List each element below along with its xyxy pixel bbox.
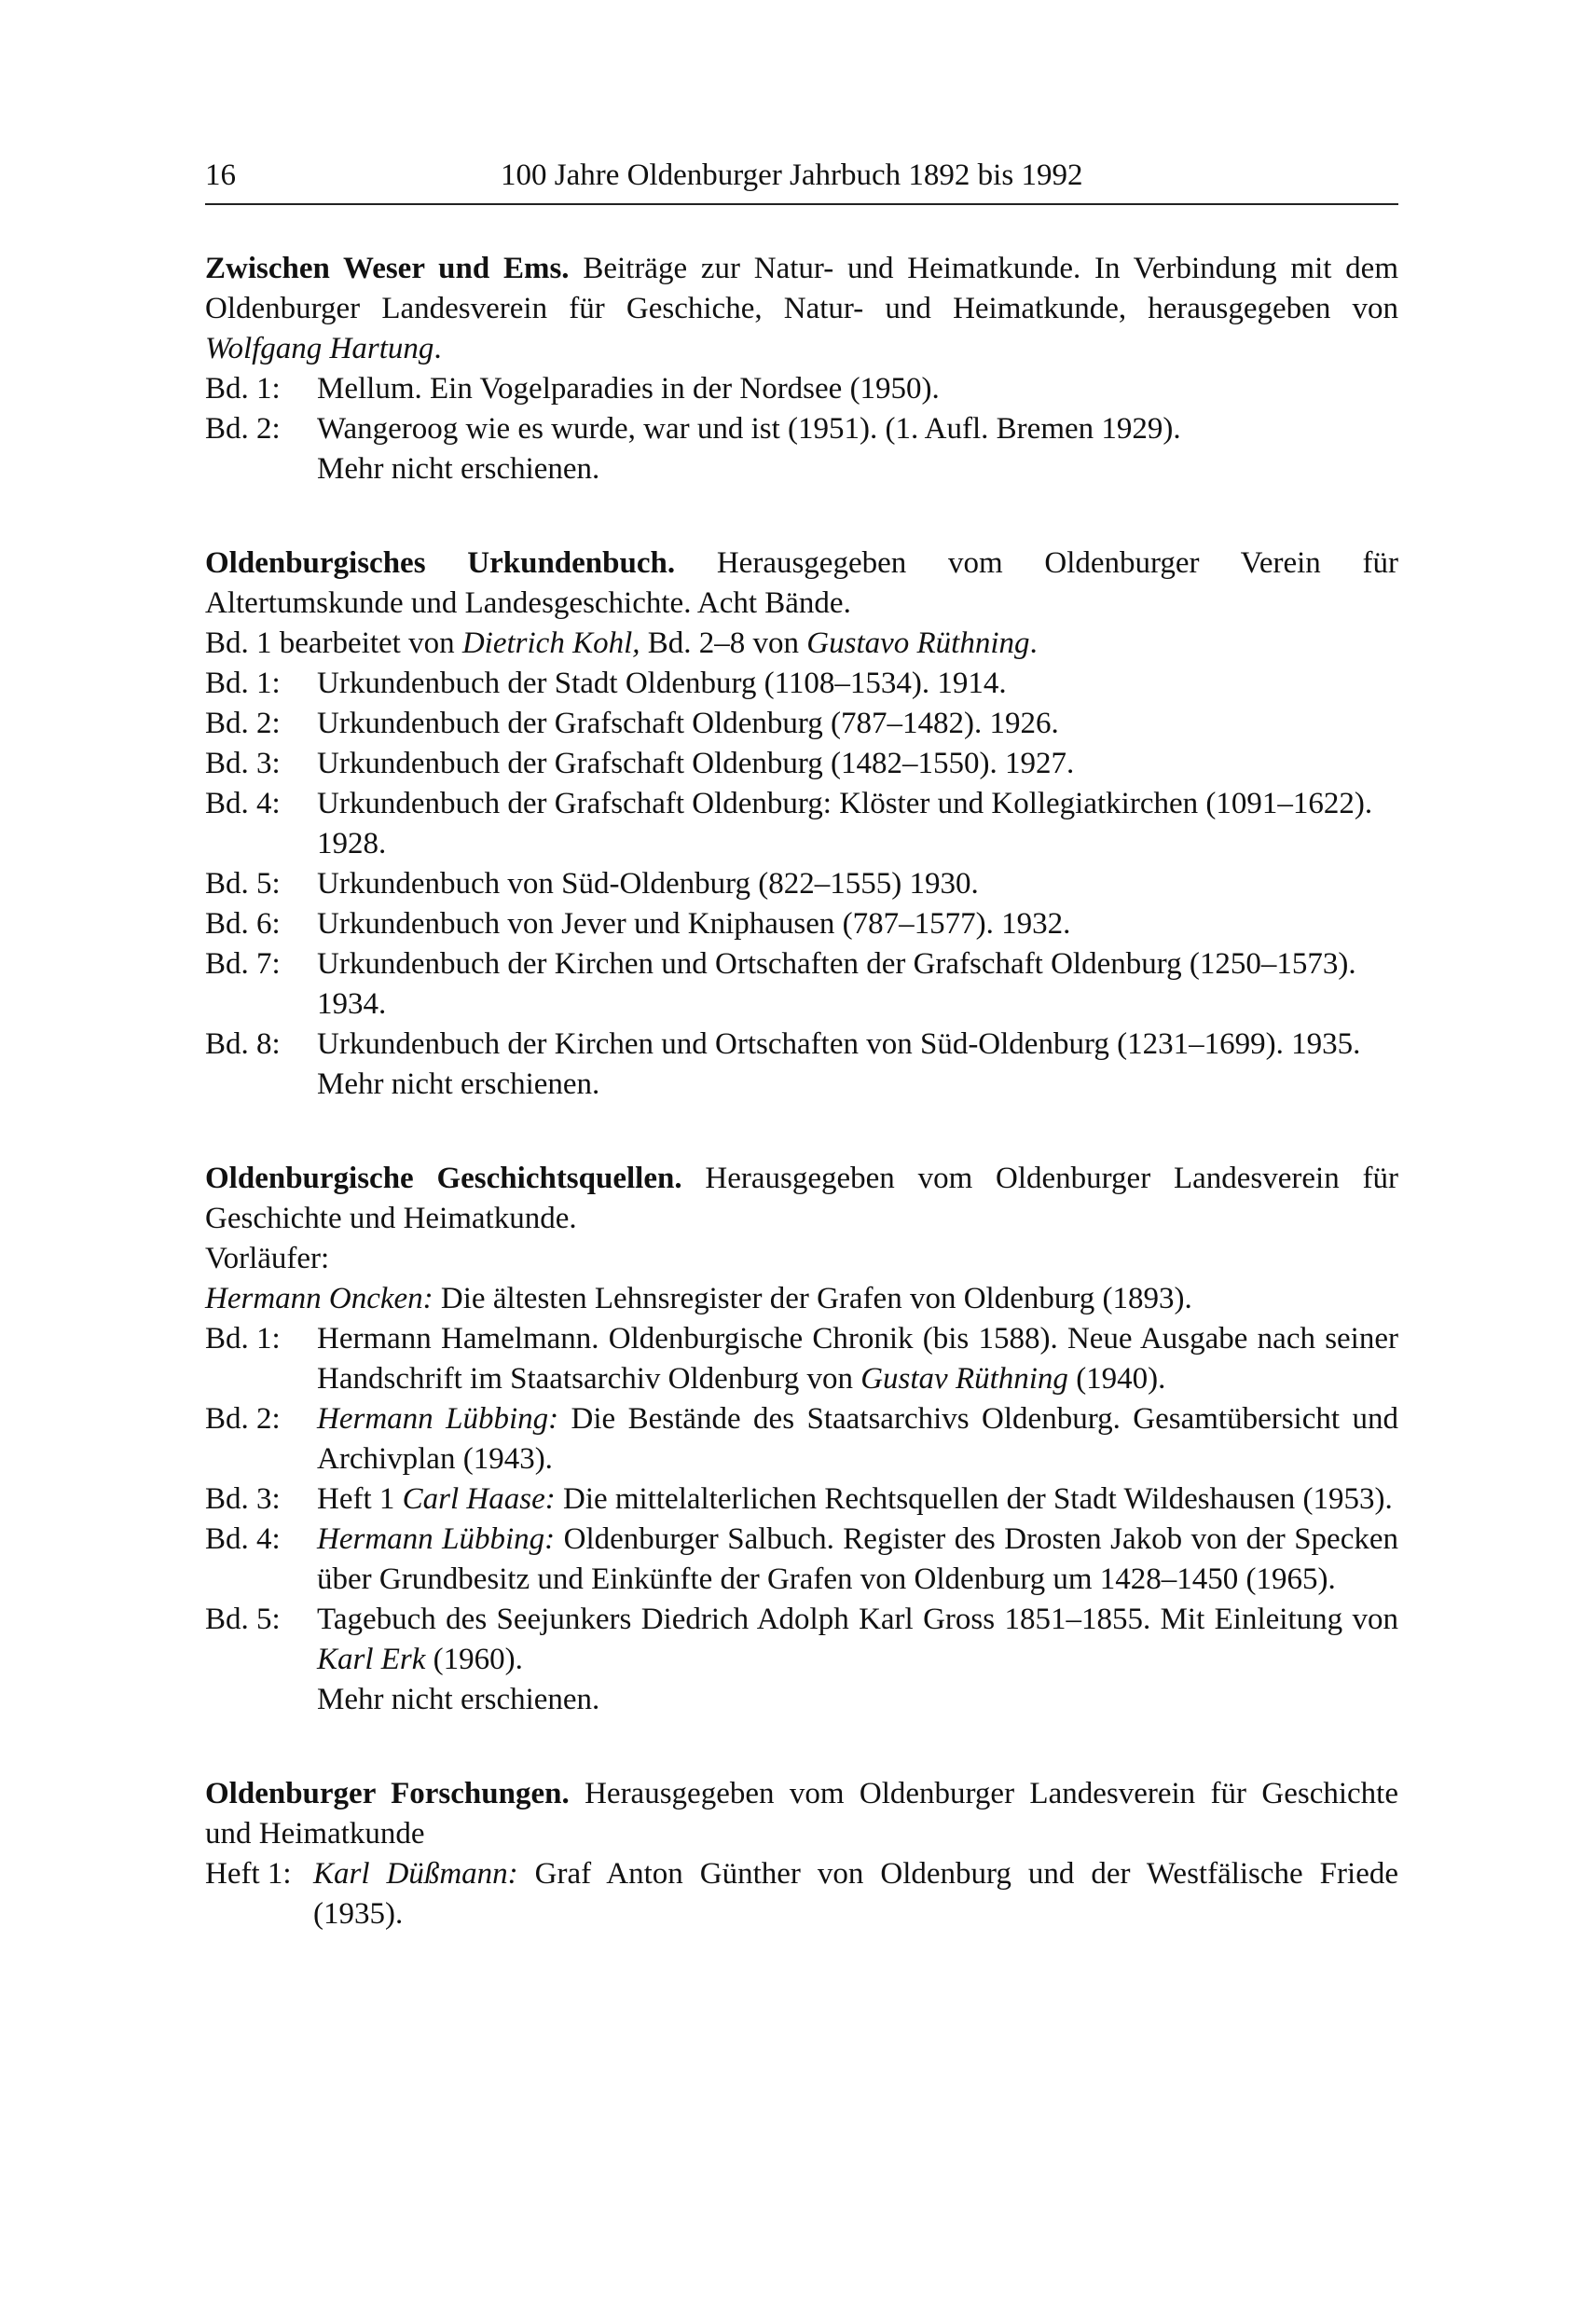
author-name: Hermann Lübbing: xyxy=(317,1522,556,1556)
volume-entry xyxy=(205,1854,1398,1934)
volume-text: Urkundenbuch der Kirchen und Ortschaften von Süd-Oldenburg (1231–1699). 1935. xyxy=(317,1027,1361,1061)
editor-note: Bd. 1 bearbeitet von Dietrich Kohl, Bd. 2–8 von Gustavo Rüthning. xyxy=(205,626,1038,660)
predecessor-entry: Hermann Oncken: Die ältesten Lehnsregister der Grafen von Oldenburg (1893). xyxy=(205,1282,1192,1315)
editor-name: Dietrich Kohl, xyxy=(461,626,640,660)
volume-entry xyxy=(205,1319,1398,1399)
editor-name: Gustavo Rüthning xyxy=(806,626,1030,660)
volume-text: Hermann Hamelmann. Oldenburgische Chronik (bis 1588). Neue Ausgabe nach seiner Handschrift im Staatsarchiv Oldenburg von Gustav Rüthning (1940). xyxy=(317,1322,1398,1396)
volume-text: Urkundenbuch von Süd-Oldenburg (822–1555) 1930. xyxy=(317,867,979,901)
author-name: Hermann Lübbing: xyxy=(317,1402,559,1436)
volume-text: Urkundenbuch der Grafschaft Oldenburg: Klöster und Kollegiatkirchen (1091–1622). 1928. xyxy=(317,787,1373,860)
volume-text: Urkundenbuch von Jever und Kniphausen (787–1577). 1932. xyxy=(317,907,1071,941)
predecessor-label: Vorläufer: xyxy=(205,1242,330,1275)
volume-entry xyxy=(205,369,1398,409)
volume-label: Bd. 1: xyxy=(205,1322,281,1356)
volume-label: Bd. 3: xyxy=(205,1482,281,1516)
volume-text: Urkundenbuch der Stadt Oldenburg (1108–1534). 1914. xyxy=(317,667,1007,700)
volume-entry xyxy=(205,409,1398,449)
volume-label: Bd. 5: xyxy=(205,1603,281,1636)
volume-text: Heft 1 Carl Haase: Die mittelalterlichen Rechtsquellen der Stadt Wildeshausen (1953). xyxy=(317,1482,1393,1516)
volume-text: Urkundenbuch der Grafschaft Oldenburg (1482–1550). 1927. xyxy=(317,747,1075,780)
running-title: 100 Jahre Oldenburger Jahrbuch 1892 bis 1992 xyxy=(501,158,1083,192)
volume-label: Heft 1: xyxy=(205,1857,292,1891)
editor-name: Gustav Rüthning xyxy=(860,1362,1068,1396)
editor-name: Wolfgang Hartung xyxy=(205,332,434,365)
series-title: Oldenburger Forschungen. xyxy=(205,1777,570,1810)
volume-text: Hermann Lübbing: Die Bestände des Staatsarchivs Oldenburg. Gesamtübersicht und Archivplan (1943). xyxy=(317,1402,1398,1476)
volume-label: Bd. 2: xyxy=(205,412,281,446)
volume-entry xyxy=(205,1025,1398,1065)
volume-entry xyxy=(205,904,1398,944)
volume-label: Bd. 6: xyxy=(205,907,281,941)
volume-label: Bd. 4: xyxy=(205,1522,281,1556)
volume-label: Bd. 1: xyxy=(205,372,281,406)
series-description: Oldenburgische Geschichtsquellen. Herausgegeben vom Oldenburger Landesverein für Geschichte und Heimatkunde. xyxy=(205,1162,1398,1235)
series-end-note: Mehr nicht erschienen. xyxy=(317,452,600,486)
volume-label: Bd. 5: xyxy=(205,867,281,901)
volume-entry xyxy=(205,704,1398,744)
volume-label: Bd. 2: xyxy=(205,1402,281,1436)
volume-label: Bd. 3: xyxy=(205,747,281,780)
series-title: Oldenburgisches Urkundenbuch. xyxy=(205,546,676,580)
volume-entry xyxy=(205,944,1398,1025)
volume-label: Bd. 4: xyxy=(205,787,281,820)
volume-entry xyxy=(205,1479,1398,1520)
volume-entry xyxy=(205,1520,1398,1600)
editor-name: Karl Erk xyxy=(317,1643,426,1676)
volume-text: Karl Düßmann: Graf Anton Günther von Oldenburg und der Westfälische Friede (1935). xyxy=(313,1857,1398,1931)
volume-entry xyxy=(205,744,1398,784)
entry-oldenburgisches-urkundenbuch xyxy=(205,544,1398,1105)
page-content xyxy=(205,249,1398,1989)
running-header xyxy=(205,158,1398,205)
volume-text: Urkundenbuch der Grafschaft Oldenburg (787–1482). 1926. xyxy=(317,707,1059,740)
volume-label: Bd. 7: xyxy=(205,947,281,981)
entry-zwischen-weser-und-ems xyxy=(205,249,1398,489)
series-end-note: Mehr nicht erschienen. xyxy=(317,1067,600,1101)
volume-text: Wangeroog wie es wurde, war und ist (1951). (1. Aufl. Bremen 1929). xyxy=(317,412,1181,446)
series-description: Oldenburgisches Urkundenbuch. Herausgegeben vom Oldenburger Verein für Altertumskunde und Landesgeschichte. Acht Bände. xyxy=(205,546,1398,620)
volume-text: Urkundenbuch der Kirchen und Ortschaften der Grafschaft Oldenburg (1250–1573). 1934. xyxy=(317,947,1356,1021)
volume-label: Bd. 8: xyxy=(205,1027,281,1061)
series-description: Oldenburger Forschungen. Herausgegeben vom Oldenburger Landesverein für Geschichte und Heimatkunde xyxy=(205,1777,1398,1851)
volume-label: Bd. 1: xyxy=(205,667,281,700)
author-name: Hermann Oncken: xyxy=(205,1282,433,1315)
page-number: 16 xyxy=(205,158,236,192)
volume-text: Mellum. Ein Vogelparadies in der Nordsee (1950). xyxy=(317,372,940,406)
volume-text: Tagebuch des Seejunkers Diedrich Adolph Karl Gross 1851–1855. Mit Einleitung von Karl Erk (1960). xyxy=(317,1603,1398,1676)
volume-entry xyxy=(205,864,1398,904)
series-title: Zwischen Weser und Ems. xyxy=(205,252,570,285)
volume-label: Bd. 2: xyxy=(205,707,281,740)
volume-entry xyxy=(205,784,1398,864)
entry-oldenburgische-geschichtsquellen xyxy=(205,1159,1398,1720)
entry-oldenburger-forschungen xyxy=(205,1774,1398,1934)
volume-entry xyxy=(205,664,1398,704)
series-description: Zwischen Weser und Ems. Beiträge zur Natur- und Heimatkunde. In Verbindung mit dem Oldenburger Landesverein für Geschiche, Natur- und Heimatkunde, herausgegeben von Wolfgang Hartung. xyxy=(205,252,1398,365)
series-end-note: Mehr nicht erschienen. xyxy=(317,1683,600,1716)
volume-entry xyxy=(205,1399,1398,1479)
series-title: Oldenburgische Geschichtsquellen. xyxy=(205,1162,682,1195)
author-name: Carl Haase: xyxy=(402,1482,556,1516)
volume-text: Hermann Lübbing: Oldenburger Salbuch. Register des Drosten Jakob von der Specken über Grundbesitz und Einkünfte der Grafen von Oldenburg um 1428–1450 (1965). xyxy=(317,1522,1398,1596)
author-name: Karl Düßmann: xyxy=(313,1857,518,1891)
volume-entry xyxy=(205,1600,1398,1680)
